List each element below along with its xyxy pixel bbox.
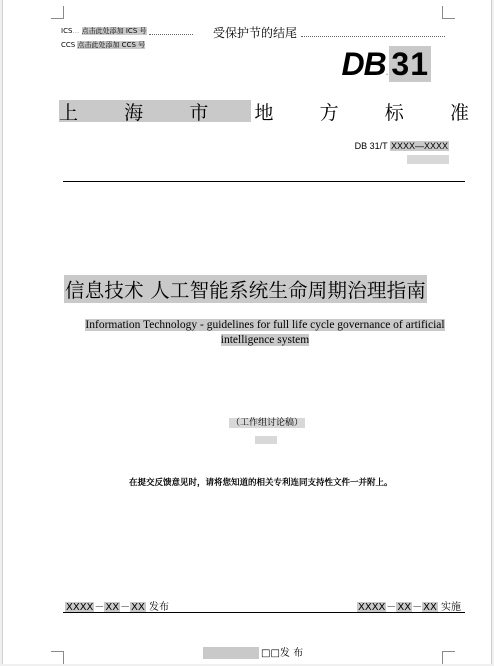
title-char: 海 (124, 102, 144, 124)
dotted-leader (301, 30, 445, 37)
english-title-text[interactable]: Information Technology - guidelines for full life cycle governance of artificial intelligence system (85, 319, 445, 346)
issuer-suffix: □□发 布 (261, 648, 304, 659)
publish-month[interactable]: XX (105, 602, 120, 613)
document-page (2, 0, 492, 664)
implement-date: XXXX－XX－XX 实施 (358, 602, 461, 613)
title-char: 方 (319, 102, 339, 124)
footer-divider (63, 612, 465, 613)
standard-type-title (59, 96, 469, 126)
english-title (65, 318, 465, 348)
ccs-label: CCS (61, 41, 76, 49)
ics-field[interactable]: 点击此处添加 ICS 号 (81, 27, 147, 35)
issuer-field[interactable] (203, 647, 259, 659)
crop-mark-top-right (442, 6, 455, 19)
publish-year[interactable]: XXXX (66, 602, 94, 613)
db-logo-number: 31 (391, 46, 429, 82)
implement-month[interactable]: XX (397, 602, 412, 613)
draft-date-field[interactable] (255, 436, 277, 444)
implement-day[interactable]: XX (423, 602, 437, 613)
publish-date: XXXX－XX－XX 发布 (66, 602, 169, 613)
patent-notice: 在提交反馈意见时，请将您知道的相关专利连同支持性文件一并附上。 (129, 478, 393, 488)
protected-section-end: 受保护节的结尾 (213, 24, 445, 41)
chinese-title[interactable]: 信息技术 人工智能系统生命周期治理指南 (64, 275, 427, 303)
ics-label: ICS (61, 27, 73, 35)
standard-number (355, 141, 449, 151)
title-char: 市 (189, 102, 209, 124)
header-divider (63, 181, 465, 182)
crop-mark-bottom-left (51, 651, 64, 664)
ics-row: ICS… 点击此处添加 ICS 号 (61, 26, 193, 36)
db-logo-letters: DB (341, 46, 386, 82)
title-char: 上 (59, 102, 79, 124)
draft-label: （工作组讨论稿） (230, 418, 303, 428)
standard-number-prefix: DB 31/T (354, 141, 388, 151)
implement-year[interactable]: XXXX (358, 602, 386, 613)
standard-number-field[interactable]: XXXX—XXXX (390, 141, 448, 151)
title-char: 标 (384, 102, 404, 124)
replacement-number-field[interactable] (407, 155, 449, 164)
crop-mark-bottom-right (442, 651, 455, 664)
title-char: 准 (449, 102, 469, 124)
ccs-row (61, 40, 145, 50)
ccs-field[interactable]: 点击此处添加 CCS 号 (77, 41, 146, 49)
dotted-leader (149, 28, 193, 35)
title-char: 地 (254, 102, 274, 124)
publish-label: 发布 (149, 602, 169, 613)
implement-label: 实施 (441, 602, 461, 613)
issuer-line (203, 644, 303, 659)
publish-day[interactable]: XX (131, 602, 145, 613)
crop-mark-top-left (51, 6, 64, 19)
db-logo: DB.31 (341, 46, 429, 82)
